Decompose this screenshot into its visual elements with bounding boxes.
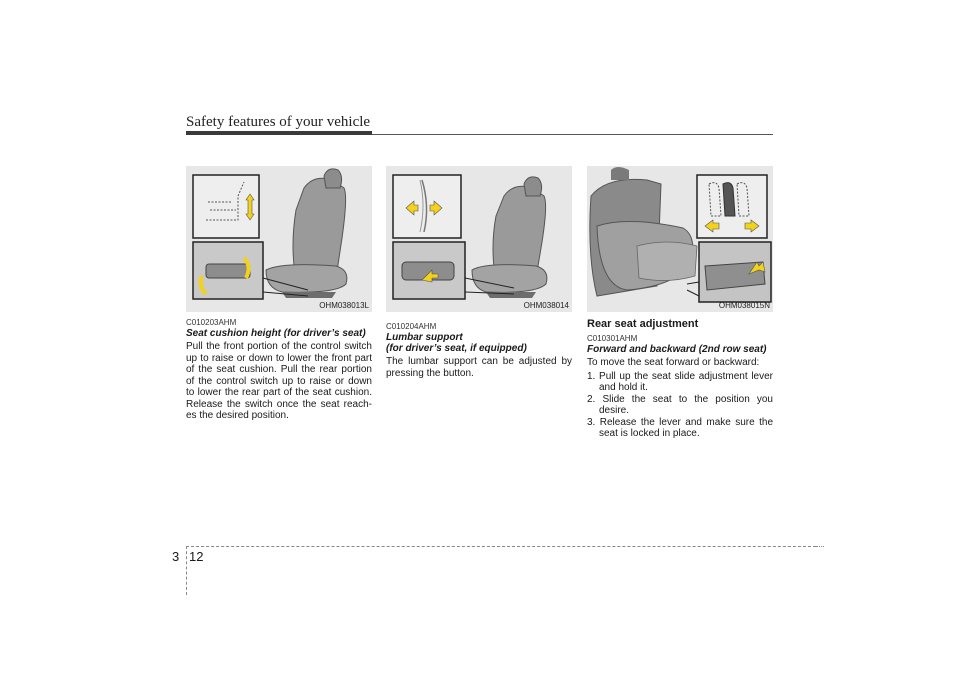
page-number: 12 — [189, 549, 204, 564]
footer-vertical-rule — [186, 546, 187, 595]
subheading: Seat cushion height (for driver’s seat) — [186, 328, 366, 339]
column-seat-cushion-height — [186, 314, 372, 422]
section-code: C010203AHM — [186, 318, 237, 327]
body-text: The lumbar support can be adjusted by pressing the button. — [386, 356, 572, 379]
steps-list — [587, 371, 773, 440]
seat-illustration-2 — [386, 166, 572, 312]
figure-label: OHM038015N — [718, 301, 770, 310]
header-rule-thick — [186, 131, 372, 135]
body-text: Pull the front portion of the control switch up to raise or down to lower the front part of the seat cushion. Pull the rear portion of the control switch up to raise or down to lower the rear part of the seat cushion. Release the switch once the seat reach-es the desired position. — [186, 341, 372, 421]
figure-label: OHM038014 — [523, 301, 569, 310]
list-item: 2. Slide the seat to the position you desire. — [587, 393, 773, 416]
figure-rear-seat — [587, 166, 773, 312]
subheading-line2: (for driver’s seat, if equipped) — [386, 343, 527, 354]
figure-label: OHM038013L — [319, 301, 369, 310]
list-item: 3. Release the lever and make sure the seat is locked in place. — [587, 416, 773, 439]
column-rear-seat-adjustment — [587, 316, 773, 440]
seat-illustration-3 — [587, 166, 773, 312]
section-code: C010204AHM — [386, 322, 437, 331]
figure-lumbar-support — [386, 166, 572, 312]
intro-text: To move the seat forward or backward: — [587, 357, 760, 368]
figure-seat-cushion-height — [186, 166, 372, 312]
page-header-title: Safety features of your vehicle — [186, 114, 371, 130]
footer-rule-end — [816, 546, 824, 547]
list-item: 1. Pull up the seat slide adjustment lever and hold it. — [587, 370, 773, 393]
column-lumbar-support — [386, 318, 572, 379]
section-title: Rear seat adjustment — [587, 318, 699, 330]
chapter-number: 3 — [172, 549, 180, 564]
subheading: Forward and backward (2nd row seat) — [587, 344, 767, 355]
header-rule-thin — [372, 134, 773, 135]
subheading-line1: Lumbar support — [386, 332, 463, 343]
seat-illustration-1 — [186, 166, 372, 312]
section-code: C010301AHM — [587, 334, 638, 343]
footer-rule — [186, 546, 816, 547]
